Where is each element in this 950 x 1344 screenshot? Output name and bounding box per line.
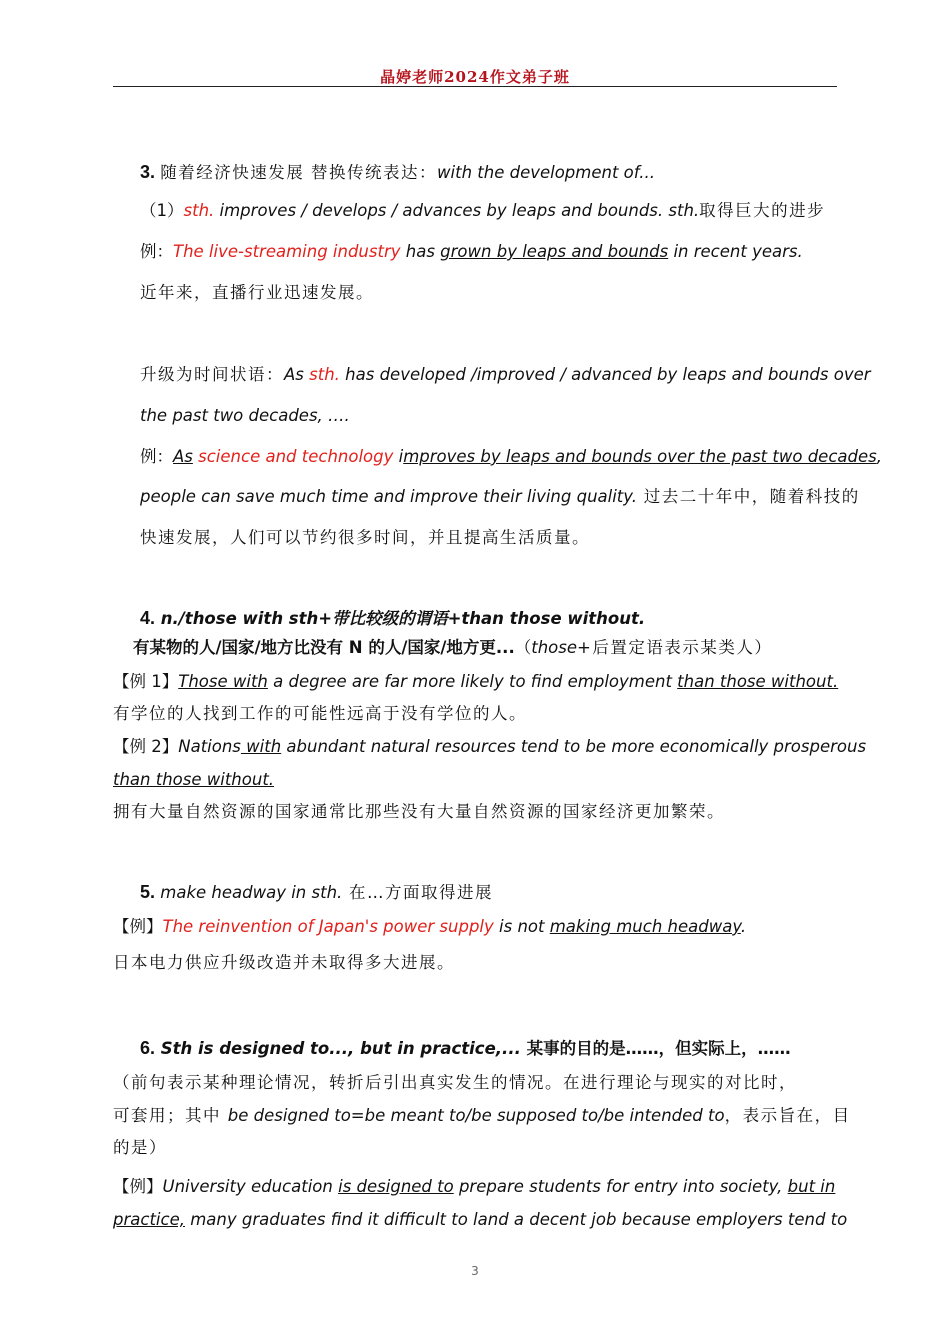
s3-example-2 xyxy=(140,445,882,469)
subheading-note: （ xyxy=(514,638,532,657)
example-phrase: grown by leaps and bounds xyxy=(440,242,669,261)
example-text: University education xyxy=(162,1177,339,1196)
example-label: 例： xyxy=(140,447,173,466)
heading-cn: 在…方面取得进展 xyxy=(342,883,494,902)
example-text: Nations xyxy=(178,737,241,756)
s3-example-2-line2 xyxy=(140,485,860,509)
point-text: improves / develops / advances by leaps and bounds. sth. xyxy=(214,201,700,220)
example-phrase: with xyxy=(240,737,282,756)
s5-example-translation: 日本电力供应升级改造并未取得多大进展。 xyxy=(113,953,455,972)
section-4-heading xyxy=(140,606,645,631)
example-text: i xyxy=(393,447,404,466)
upgrade-text: As xyxy=(284,365,310,384)
section-4-subheading xyxy=(133,636,772,660)
header-divider xyxy=(113,86,837,87)
s3-example xyxy=(140,240,803,264)
example-text: prepare students for entry into society, xyxy=(453,1177,788,1196)
heading-en: with the development of... xyxy=(437,163,656,182)
section-5-heading xyxy=(140,880,493,905)
section-number: 4. xyxy=(140,608,156,628)
example-text: has xyxy=(400,242,441,261)
page-number: 3 xyxy=(471,1264,479,1278)
example-phrase: but in xyxy=(787,1177,836,1196)
point-cn: 取得巨大的进步 xyxy=(699,201,826,220)
upgrade-text: has developed /improved / advanced by leaps and bounds over xyxy=(339,365,871,384)
example-translation: 过去二十年中，随着科技的 xyxy=(637,487,860,506)
example-text: a degree are far more likely to find employment xyxy=(267,672,678,691)
subheading-cn: 有某物的人/国家/地方比没有 N 的人/国家/地方更... xyxy=(133,638,515,657)
point-index: （1） xyxy=(140,201,184,220)
example-label: 【例】 xyxy=(113,1177,163,1196)
s5-example xyxy=(113,915,746,939)
example-text: abundant natural resources tend to be more economically prosperous xyxy=(281,737,867,756)
s4-example-2 xyxy=(113,735,866,759)
example-as: As xyxy=(173,447,193,466)
heading-en: Sth is designed to..., but in practice,... xyxy=(155,1039,521,1058)
heading-en: n./those with sth+带比较级的谓语+than those without. xyxy=(155,609,646,628)
highlight-sth: sth. xyxy=(183,201,215,220)
example-label: 【例】 xyxy=(113,917,163,936)
s3-point-1 xyxy=(140,199,825,223)
example-text: . xyxy=(740,917,747,936)
example-subject: The reinvention of Japan's power supply xyxy=(162,917,494,936)
s4-example-2-line2: than those without. xyxy=(113,770,275,789)
example-subject: science and technology xyxy=(192,447,394,466)
heading-cn: 某事的目的是……，但实际上，…… xyxy=(520,1039,791,1058)
example-text: , xyxy=(876,447,882,466)
example-text: in recent years. xyxy=(668,242,803,261)
example-label: 例： xyxy=(140,242,173,261)
example-text: people can save much time and improve their living quality. xyxy=(140,487,638,506)
example-phrase: is designed to xyxy=(338,1177,454,1196)
s4-example-1 xyxy=(113,670,838,694)
example-phrase: than those without. xyxy=(677,672,839,691)
highlight-sth: sth. xyxy=(309,365,340,384)
heading-cn: 随着经济快速发展 替换传统表达： xyxy=(160,163,438,182)
upgrade-label: 升级为时间状语： xyxy=(140,365,284,384)
example-phrase: practice, xyxy=(113,1210,185,1229)
example-text: many graduates find it difficult to land a decent job because employers tend to xyxy=(184,1210,848,1229)
section-6-heading xyxy=(140,1036,791,1061)
s4-example-2-translation: 拥有大量自然资源的国家通常比那些没有大量自然资源的国家经济更加繁荣。 xyxy=(113,802,725,821)
example-text: is not xyxy=(493,917,550,936)
example-phrase: making much headway xyxy=(549,917,741,936)
page-header-title: 晶婷老师2024作文弟子班 xyxy=(380,68,570,86)
subheading-note: those xyxy=(531,638,577,657)
note-phrase: be designed to=be meant to/be supposed to/be intended to xyxy=(227,1106,725,1125)
section-number: 3. xyxy=(140,162,156,182)
section-3-heading xyxy=(140,160,655,185)
s3-upgrade xyxy=(140,363,871,387)
example-phrase: mproves by leaps and bounds over the past two decades xyxy=(403,447,877,466)
s3-example-2-line3: 快速发展，人们可以节约很多时间，并且提高生活质量。 xyxy=(140,528,590,547)
s6-example xyxy=(113,1175,835,1199)
s6-note-line1: （前句表示某种理论情况，转折后引出真实发生的情况。在进行理论与现实的对比时， xyxy=(113,1073,797,1092)
example-subject: The live-streaming industry xyxy=(173,242,401,261)
section-number: 5. xyxy=(140,882,156,902)
s6-example-line2 xyxy=(113,1208,847,1232)
example-label: 【例 2】 xyxy=(113,737,179,756)
s6-note-line3: 的是） xyxy=(113,1138,167,1157)
s6-note-line2 xyxy=(113,1104,851,1128)
heading-en: make headway in sth. xyxy=(160,883,343,902)
note-text: ，表示旨在，目 xyxy=(724,1106,851,1125)
example-label: 【例 1】 xyxy=(113,672,179,691)
s3-upgrade-line2: the past two decades, …. xyxy=(140,406,350,425)
note-text: 可套用；其中 xyxy=(113,1106,228,1125)
example-phrase: Those with xyxy=(178,672,268,691)
s4-example-1-translation: 有学位的人找到工作的可能性远高于没有学位的人。 xyxy=(113,704,527,723)
subheading-note: +后置定语表示某类人） xyxy=(577,638,773,657)
section-number: 6. xyxy=(140,1038,156,1058)
s3-example-translation: 近年来，直播行业迅速发展。 xyxy=(140,283,374,302)
